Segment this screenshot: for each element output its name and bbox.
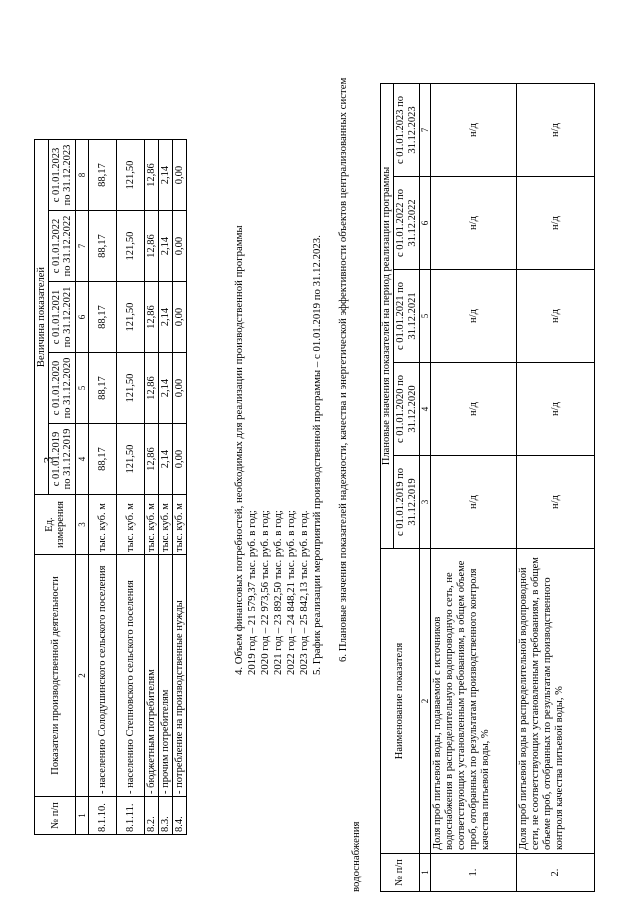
t2-col-number: 5 <box>420 270 431 363</box>
paragraph: 2021 год – 23 892,50 тыс. руб. в год; <box>272 510 284 675</box>
t1-header-period: с 01.01.2023 по 31.12.2023 <box>49 140 76 211</box>
row-num: 2. <box>517 854 595 892</box>
table-row <box>159 140 173 835</box>
t1-header-period: с 01.01.2019 по 31.12.2019 <box>49 424 76 495</box>
row-value: 2,14 <box>159 211 173 282</box>
row-num: 8.2. <box>145 797 159 835</box>
row-value: 121,50 <box>117 282 145 353</box>
row-value: 121,50 <box>117 424 145 495</box>
t1-col-number: 4 <box>76 424 89 495</box>
production-indicators-table <box>34 139 187 835</box>
t2-header-num: № п/п <box>381 854 420 892</box>
t2-col-number: 6 <box>420 177 431 270</box>
t2-header-name: Наименование показателя <box>381 549 420 854</box>
t2-header-period: с 01.01.2019 по 31.12.2019 <box>394 456 420 549</box>
row-name: - потребление на производственные нужды <box>173 555 187 797</box>
row-value: 121,50 <box>117 140 145 211</box>
t2-col-number: 4 <box>420 363 431 456</box>
page-number: 3 <box>40 456 56 464</box>
row-value: н/д <box>431 177 517 270</box>
paragraph: 4. Объем финансовых потребностей, необходимых для реализации производственной программы <box>233 225 245 675</box>
row-value: 121,50 <box>117 353 145 424</box>
row-unit: тыс. куб. м <box>89 495 117 555</box>
row-value: 12,86 <box>145 424 159 495</box>
rotated-page <box>16 30 596 890</box>
table-row <box>517 84 595 892</box>
row-value: 12,86 <box>145 282 159 353</box>
t1-col-number: 7 <box>76 211 89 282</box>
row-num: 8.1.10. <box>89 797 117 835</box>
t2-header-period: с 01.01.2022 по 31.12.2022 <box>394 177 420 270</box>
row-value: 12,86 <box>145 211 159 282</box>
paragraph: 2019 год – 21 579,37 тыс. руб. в год; <box>246 510 258 675</box>
t2-col-number: 2 <box>420 549 431 854</box>
row-value: 0,00 <box>173 140 187 211</box>
row-unit: тыс. куб. м <box>173 495 187 555</box>
t1-col-number: 8 <box>76 140 89 211</box>
t2-header-period: с 01.01.2021 по 31.12.2021 <box>394 270 420 363</box>
program-text <box>233 35 324 675</box>
row-unit: тыс. куб. м <box>145 495 159 555</box>
row-name: - населению Степновского сельского поселения <box>117 555 145 797</box>
row-value: 88,17 <box>89 140 117 211</box>
t2-col-number: 7 <box>420 84 431 177</box>
t1-col-number: 5 <box>76 353 89 424</box>
row-value: н/д <box>517 456 595 549</box>
row-value: 0,00 <box>173 211 187 282</box>
paragraph: 5. График реализации мероприятий производственной программы – с 01.01.2019 по 31.12.2023. <box>311 235 323 675</box>
row-value: н/д <box>517 363 595 456</box>
row-value: 88,17 <box>89 211 117 282</box>
row-value: н/д <box>517 270 595 363</box>
row-name: - бюджетным потребителям <box>145 555 159 797</box>
row-num: 8.4. <box>173 797 187 835</box>
row-value: н/д <box>517 84 595 177</box>
row-value: 2,14 <box>159 353 173 424</box>
row-value: 2,14 <box>159 424 173 495</box>
row-value: н/д <box>431 456 517 549</box>
row-value: н/д <box>431 363 517 456</box>
table-row <box>173 140 187 835</box>
quality-indicators-table <box>380 83 595 892</box>
t2-col-number: 1 <box>420 854 431 892</box>
t2-header-period: с 01.01.2020 по 31.12.2020 <box>394 363 420 456</box>
t1-header-num: № п/п <box>35 797 76 835</box>
row-name: - населению Солодушинского сельского поселения <box>89 555 117 797</box>
row-name: - прочим потребителям <box>159 555 173 797</box>
paragraph: 2022 год – 24 848,21 тыс. руб. в год; <box>285 510 297 675</box>
section-6-heading: 6. Плановые значения показателей надежности, качества и энергетической эффективности объектов централизованных систем водоснабжения <box>337 77 362 892</box>
row-value: 88,17 <box>89 424 117 495</box>
row-value: 12,86 <box>145 140 159 211</box>
t1-header-group: Величина показателей <box>35 140 49 495</box>
row-num: 8.1.11. <box>117 797 145 835</box>
t1-header-period: с 01.01.2022 по 31.12.2022 <box>49 211 76 282</box>
t1-header-name: Показатели производственной деятельности <box>35 555 76 797</box>
row-unit: тыс. куб. м <box>159 495 173 555</box>
t2-col-number: 3 <box>420 456 431 549</box>
t1-header-period: с 01.01.2020 по 31.12.2020 <box>49 353 76 424</box>
row-value: н/д <box>431 270 517 363</box>
row-num: 8.3. <box>159 797 173 835</box>
row-name: Доля проб питьевой воды, подаваемой с источников водоснабжения в распределительную водопроводную сеть, не соответствующих установленным требованиям, в общем объеме проб, отобранных по результатам производственного контроля качества питьевой воды, % <box>431 549 517 854</box>
row-value: н/д <box>431 84 517 177</box>
row-value: 88,17 <box>89 353 117 424</box>
t2-header-group: Плановые значения показателей на период реализации программы <box>381 84 394 549</box>
paragraph: 2020 год – 22 973,56 тыс. руб. в год; <box>259 510 271 675</box>
row-value: 121,50 <box>117 211 145 282</box>
row-unit: тыс. куб. м <box>117 495 145 555</box>
row-value: 0,00 <box>173 353 187 424</box>
t1-col-number: 6 <box>76 282 89 353</box>
t1-header-unit: Ед. измерения <box>35 495 76 555</box>
row-value: 88,17 <box>89 282 117 353</box>
table-row <box>117 140 145 835</box>
row-value: 0,00 <box>173 424 187 495</box>
row-value: 12,86 <box>145 353 159 424</box>
t1-header-period: с 01.01.2021 по 31.12.2021 <box>49 282 76 353</box>
row-name: Доля проб питьевой воды в распределительной водопроводной сети, не соответствующих установленным требованиям, в общем объеме проб, отобранных по результатам производственного контроля качества питьевой воды, % <box>517 549 595 854</box>
row-num: 1. <box>431 854 517 892</box>
table-row <box>145 140 159 835</box>
row-value: 0,00 <box>173 282 187 353</box>
t1-col-number: 2 <box>76 555 89 797</box>
t2-header-period: с 01.01.2023 по 31.12.2023 <box>394 84 420 177</box>
t1-col-number: 1 <box>76 797 89 835</box>
row-value: н/д <box>517 177 595 270</box>
table-row <box>89 140 117 835</box>
t1-col-number: 3 <box>76 495 89 555</box>
paragraph: 2023 год – 25 842,13 тыс. руб. в год. <box>298 510 310 675</box>
table-row <box>431 84 517 892</box>
row-value: 2,14 <box>159 140 173 211</box>
row-value: 2,14 <box>159 282 173 353</box>
